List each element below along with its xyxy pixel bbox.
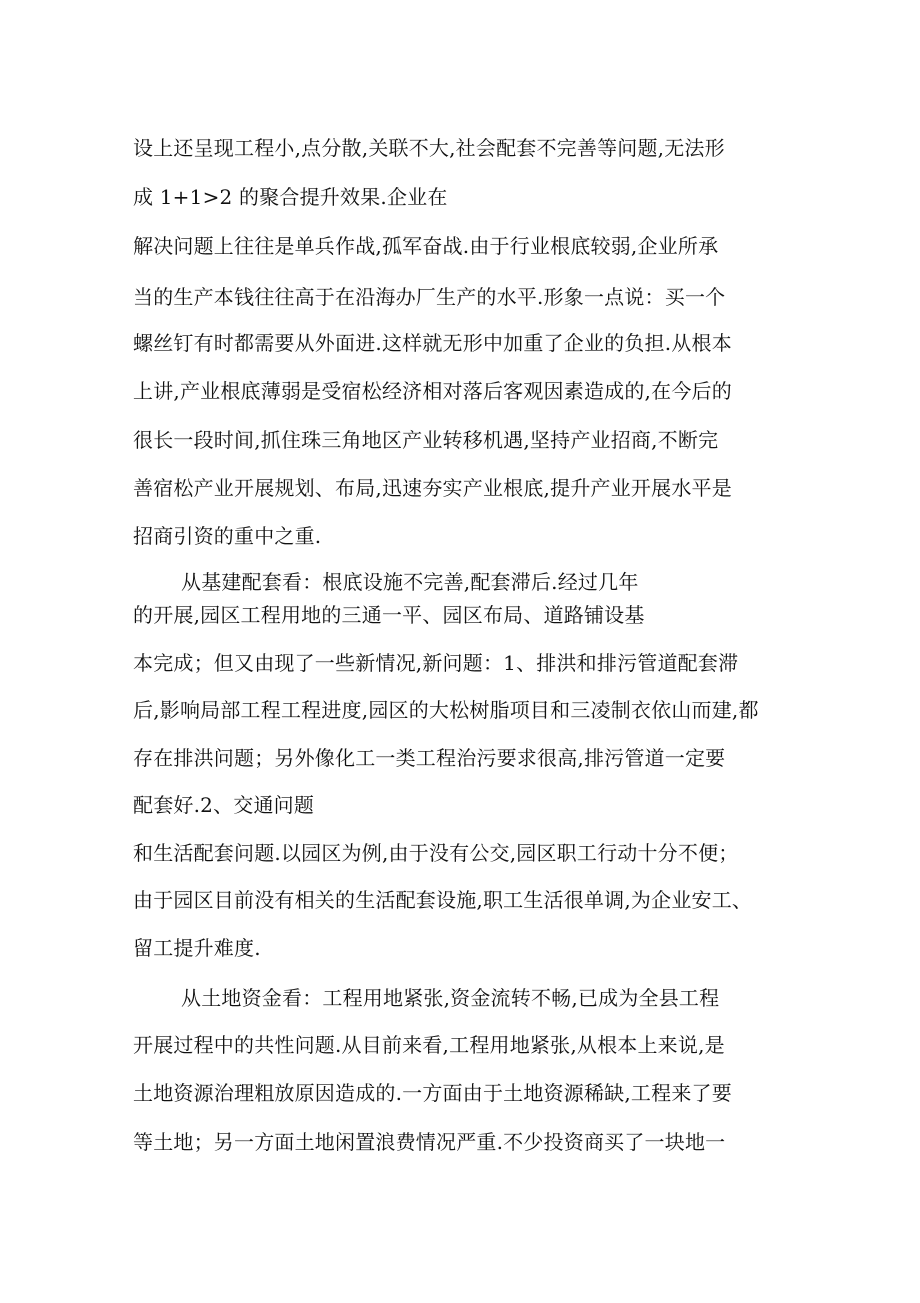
text-line: 成 1+1>2 的聚合提升效果.企业在: [133, 185, 448, 209]
text-line: 的开展,园区工程用地的三通一平、园区布局、道路铺设基: [133, 603, 645, 627]
text-line: 土地资源治理粗放原因造成的.一方面由于土地资源稀缺,工程来了要: [133, 1081, 732, 1105]
text-line: 螺丝钉有时都需要从外面进.这样就无形中加重了企业的负担.从根本: [133, 331, 732, 355]
text-line: 存在排洪问题；另外像化工一类工程治污要求很高,排污管道一定要: [133, 746, 726, 770]
text-line: 由于园区目前没有相关的生活配套设施,职工生活很单调,为企业安工、: [133, 888, 753, 912]
text-line: 配套好.2、交通问题: [133, 793, 315, 817]
text-line: 设上还呈现工程小,点分散,关联不大,社会配套不完善等问题,无法形: [133, 136, 725, 160]
paragraph-start-line: 从基建配套看：根底设施不完善,配套滞后.经过几年: [181, 570, 639, 594]
text-line: 和生活配套问题.以园区为例,由于没有公交,园区职工行动十分不便；: [133, 841, 739, 865]
text-line: 等土地；另一方面土地闲置浪费情况严重.不少投资商买了一块地一: [133, 1130, 726, 1154]
text-line: 开展过程中的共性问题.从目前来看,工程用地紧张,从根本上来说,是: [133, 1033, 725, 1057]
text-line: 本完成；但又由现了一些新情况,新问题：1、排洪和排污管道配套滞: [133, 651, 739, 675]
text-line: 后,影响局部工程工程进度,园区的大松树脂项目和三凌制衣依山而建,都: [133, 698, 759, 722]
text-line: 很长一段时间,抓住珠三角地区产业转移机遇,坚持产业招商,不断完: [133, 428, 719, 452]
text-line: 上讲,产业根底薄弱是受宿松经济相对落后客观因素造成的,在今后的: [133, 379, 732, 403]
text-line: 招商引资的重中之重.: [133, 524, 322, 548]
text-line: 当的生产本钱往往高于在沿海办厂生产的水平.形象一点说：买一个: [133, 285, 726, 309]
text-line: 解决问题上往往是单兵作战,孤军奋战.由于行业根底较弱,企业所承: [133, 234, 719, 258]
text-line: 善宿松产业开展规划、布局,迅速夯实产业根底,提升产业开展水平是: [133, 476, 732, 500]
paragraph-start-line: 从土地资金看：工程用地紧张,资金流转不畅,已成为全县工程: [181, 986, 720, 1010]
text-line: 留工提升难度.: [133, 936, 261, 960]
